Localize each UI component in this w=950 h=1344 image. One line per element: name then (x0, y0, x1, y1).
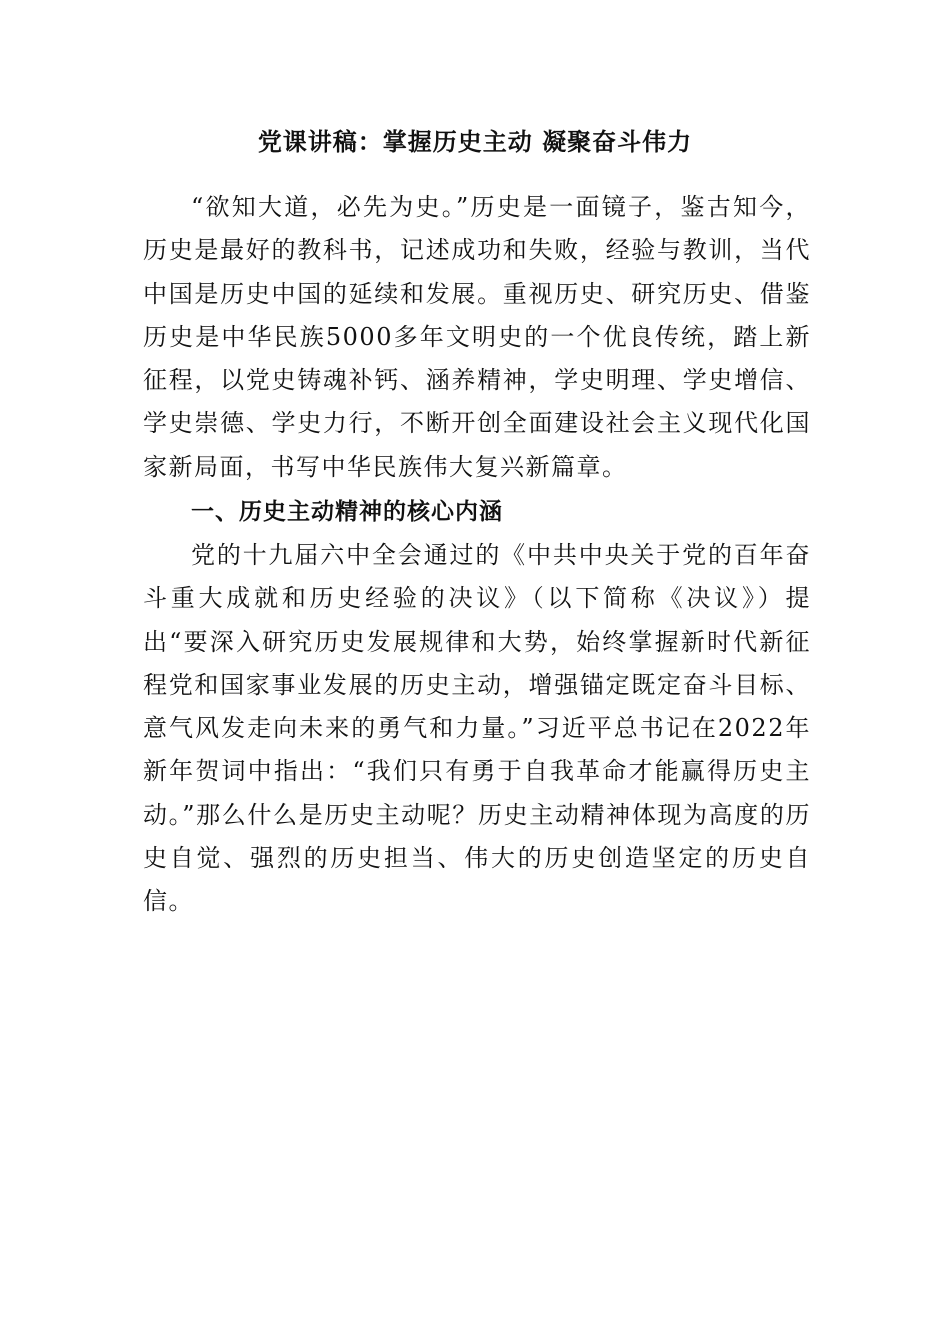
document-title: 党课讲稿：掌握历史主动 凝聚奋斗伟力 (257, 128, 693, 156)
intro-paragraph: “欲知大道，必先为史。”历史是一面镜子，鉴古知今，历史是最好的教科书，记述成功和失败，经验与教训，当代中国是历史中国的延续和发展。重视历史、研究历史、借鉴历史是中华民族5000多年文明史的一个优良传统，踏上新征程，以党史铸魂补钙、涵养精神，学史明理、学史增信、学史崇德、学史力行，不断开创全面建设社会主义现代化国家新局面，书写中华民族伟大复兴新篇章。 (143, 193, 811, 481)
section-heading: 一、历史主动精神的核心内涵 (191, 499, 503, 525)
section-paragraph: 党的十九届六中全会通过的《中共中央关于党的百年奋斗重大成就和历史经验的决议》（以下简称《决议》）提出“要深入研究历史发展规律和大势，始终掌握新时代新征程党和国家事业发展的历史主动，增强锚定既定奋斗目标、意气风发走向未来的勇气和力量。”习近平总书记在2022年新年贺词中指出：“我们只有勇于自我革命才能赢得历史主动。”那么什么是历史主动呢？历史主动精神体现为高度的历史自觉、强烈的历史担当、伟大的历史创造坚定的历史自信。 (143, 541, 811, 916)
